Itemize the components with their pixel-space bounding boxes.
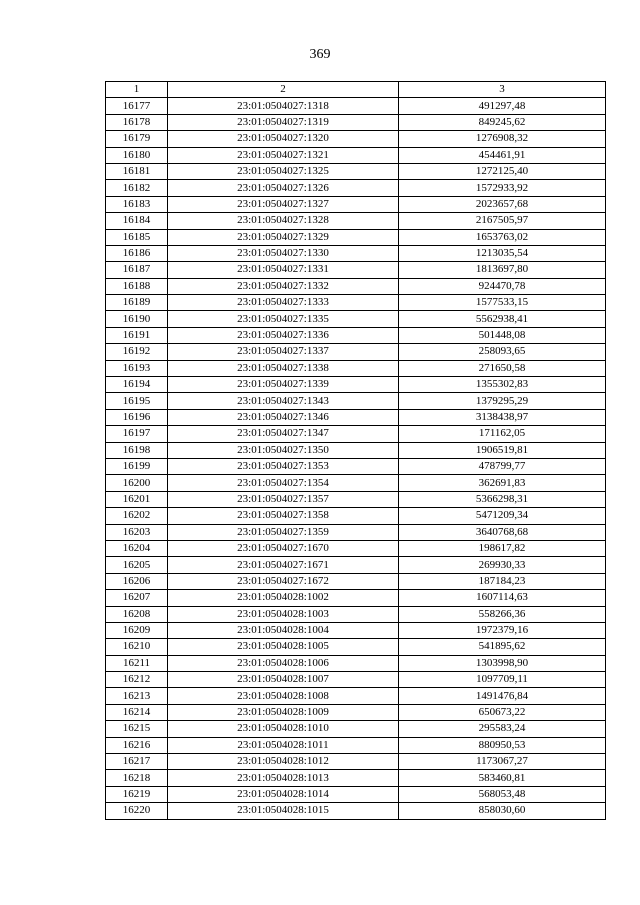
value-cell: 1813697,80 [399,262,606,278]
row-number-cell: 16198 [106,442,168,458]
cadastral-number-cell: 23:01:0504027:1328 [168,213,399,229]
cadastral-number-cell: 23:01:0504027:1318 [168,98,399,114]
table-row [106,344,606,360]
cadastral-number-cell: 23:01:0504027:1357 [168,491,399,507]
cadastral-number-cell: 23:01:0504027:1343 [168,393,399,409]
table-row [106,426,606,442]
cadastral-number-cell: 23:01:0504027:1325 [168,163,399,179]
value-cell: 187184,23 [399,573,606,589]
cadastral-number-cell: 23:01:0504027:1332 [168,278,399,294]
cadastral-number-cell: 23:01:0504027:1330 [168,245,399,261]
cadastral-number-cell: 23:01:0504027:1321 [168,147,399,163]
value-cell: 1972379,16 [399,622,606,638]
table-row [106,98,606,114]
value-cell: 1379295,29 [399,393,606,409]
cadastral-number-cell: 23:01:0504028:1014 [168,786,399,802]
table-row [106,311,606,327]
row-number-cell: 16181 [106,163,168,179]
value-cell: 1607114,63 [399,590,606,606]
row-number-cell: 16188 [106,278,168,294]
cadastral-number-cell: 23:01:0504028:1013 [168,770,399,786]
value-cell: 478799,77 [399,458,606,474]
table-row [106,458,606,474]
table-row [106,524,606,540]
cadastral-number-cell: 23:01:0504028:1002 [168,590,399,606]
cadastral-number-cell: 23:01:0504028:1007 [168,672,399,688]
table-row [106,163,606,179]
cadastral-number-cell: 23:01:0504027:1359 [168,524,399,540]
row-number-cell: 16219 [106,786,168,802]
cadastral-number-cell: 23:01:0504027:1329 [168,229,399,245]
value-cell: 3138438,97 [399,409,606,425]
value-cell: 5562938,41 [399,311,606,327]
value-cell: 1173067,27 [399,754,606,770]
value-cell: 362691,83 [399,475,606,491]
table-header-row [106,82,606,98]
value-cell: 858030,60 [399,803,606,819]
cadastral-number-cell: 23:01:0504027:1350 [168,442,399,458]
cadastral-number-cell: 23:01:0504027:1336 [168,327,399,343]
value-cell: 1653763,02 [399,229,606,245]
value-cell: 5471209,34 [399,508,606,524]
value-cell: 1303998,90 [399,655,606,671]
table-row [106,737,606,753]
cadastral-number-cell: 23:01:0504028:1005 [168,639,399,655]
row-number-cell: 16212 [106,672,168,688]
column-header-1: 1 [106,82,168,98]
table-row [106,655,606,671]
table-row [106,442,606,458]
row-number-cell: 16179 [106,131,168,147]
table-row [106,147,606,163]
value-cell: 583460,81 [399,770,606,786]
value-cell: 558266,36 [399,606,606,622]
value-cell: 491297,48 [399,98,606,114]
value-cell: 1276908,32 [399,131,606,147]
row-number-cell: 16177 [106,98,168,114]
cadastral-number-cell: 23:01:0504028:1003 [168,606,399,622]
row-number-cell: 16194 [106,377,168,393]
value-cell: 454461,91 [399,147,606,163]
cadastral-number-cell: 23:01:0504028:1011 [168,737,399,753]
row-number-cell: 16189 [106,295,168,311]
table-row [106,639,606,655]
row-number-cell: 16197 [106,426,168,442]
table-row [106,196,606,212]
value-cell: 849245,62 [399,114,606,130]
value-cell: 171162,05 [399,426,606,442]
column-header-2: 2 [168,82,399,98]
table-row [106,754,606,770]
cadastral-number-cell: 23:01:0504027:1327 [168,196,399,212]
table-row [106,262,606,278]
table-row [106,590,606,606]
table-row [106,245,606,261]
row-number-cell: 16207 [106,590,168,606]
cadastral-number-cell: 23:01:0504027:1339 [168,377,399,393]
cadastral-number-cell: 23:01:0504028:1004 [168,622,399,638]
row-number-cell: 16191 [106,327,168,343]
row-number-cell: 16187 [106,262,168,278]
row-number-cell: 16190 [106,311,168,327]
table-row [106,229,606,245]
row-number-cell: 16214 [106,704,168,720]
table-row [106,114,606,130]
value-cell: 1272125,40 [399,163,606,179]
row-number-cell: 16215 [106,721,168,737]
cadastral-number-cell: 23:01:0504028:1006 [168,655,399,671]
cadastral-number-cell: 23:01:0504028:1008 [168,688,399,704]
value-cell: 501448,08 [399,327,606,343]
data-table [105,81,606,820]
table-row [106,672,606,688]
table-row [106,295,606,311]
value-cell: 1577533,15 [399,295,606,311]
table-row [106,786,606,802]
table-row [106,770,606,786]
value-cell: 541895,62 [399,639,606,655]
table-row [106,278,606,294]
cadastral-number-cell: 23:01:0504027:1347 [168,426,399,442]
cadastral-number-cell: 23:01:0504028:1010 [168,721,399,737]
table-row [106,622,606,638]
row-number-cell: 16213 [106,688,168,704]
table-row [106,409,606,425]
table-row [106,557,606,573]
column-header-3: 3 [399,82,606,98]
row-number-cell: 16184 [106,213,168,229]
table-row [106,475,606,491]
cadastral-number-cell: 23:01:0504027:1338 [168,360,399,376]
row-number-cell: 16199 [106,458,168,474]
cadastral-number-cell: 23:01:0504027:1335 [168,311,399,327]
row-number-cell: 16201 [106,491,168,507]
table-row [106,573,606,589]
cadastral-number-cell: 23:01:0504028:1009 [168,704,399,720]
table-row [106,540,606,556]
table-row [106,131,606,147]
value-cell: 1097709,11 [399,672,606,688]
row-number-cell: 16193 [106,360,168,376]
row-number-cell: 16192 [106,344,168,360]
row-number-cell: 16218 [106,770,168,786]
value-cell: 924470,78 [399,278,606,294]
table-row [106,704,606,720]
value-cell: 1213035,54 [399,245,606,261]
row-number-cell: 16208 [106,606,168,622]
cadastral-number-cell: 23:01:0504027:1354 [168,475,399,491]
cadastral-number-cell: 23:01:0504027:1320 [168,131,399,147]
row-number-cell: 16210 [106,639,168,655]
table-row [106,508,606,524]
value-cell: 3640768,68 [399,524,606,540]
value-cell: 1906519,81 [399,442,606,458]
cadastral-number-cell: 23:01:0504027:1337 [168,344,399,360]
cadastral-number-cell: 23:01:0504027:1358 [168,508,399,524]
table-row [106,213,606,229]
row-number-cell: 16202 [106,508,168,524]
value-cell: 5366298,31 [399,491,606,507]
cadastral-number-cell: 23:01:0504027:1671 [168,557,399,573]
table-row [106,180,606,196]
row-number-cell: 16209 [106,622,168,638]
page-number: 369 [309,47,331,62]
row-number-cell: 16180 [106,147,168,163]
value-cell: 271650,58 [399,360,606,376]
row-number-cell: 16185 [106,229,168,245]
row-number-cell: 16216 [106,737,168,753]
row-number-cell: 16204 [106,540,168,556]
row-number-cell: 16178 [106,114,168,130]
row-number-cell: 16182 [106,180,168,196]
value-cell: 2023657,68 [399,196,606,212]
cadastral-number-cell: 23:01:0504027:1346 [168,409,399,425]
table-row [106,327,606,343]
value-cell: 258093,65 [399,344,606,360]
table-row [106,377,606,393]
value-cell: 1355302,83 [399,377,606,393]
value-cell: 198617,82 [399,540,606,556]
value-cell: 2167505,97 [399,213,606,229]
row-number-cell: 16183 [106,196,168,212]
table-row [106,803,606,819]
cadastral-number-cell: 23:01:0504027:1326 [168,180,399,196]
row-number-cell: 16186 [106,245,168,261]
value-cell: 568053,48 [399,786,606,802]
value-cell: 1572933,92 [399,180,606,196]
table-row [106,491,606,507]
value-cell: 650673,22 [399,704,606,720]
row-number-cell: 16205 [106,557,168,573]
row-number-cell: 16206 [106,573,168,589]
cadastral-number-cell: 23:01:0504027:1319 [168,114,399,130]
row-number-cell: 16195 [106,393,168,409]
table-row [106,721,606,737]
cadastral-number-cell: 23:01:0504027:1331 [168,262,399,278]
value-cell: 269930,33 [399,557,606,573]
cadastral-number-cell: 23:01:0504027:1353 [168,458,399,474]
row-number-cell: 16211 [106,655,168,671]
cadastral-number-cell: 23:01:0504027:1672 [168,573,399,589]
table-row [106,360,606,376]
value-cell: 295583,24 [399,721,606,737]
cadastral-number-cell: 23:01:0504027:1670 [168,540,399,556]
cadastral-number-cell: 23:01:0504028:1015 [168,803,399,819]
row-number-cell: 16220 [106,803,168,819]
value-cell: 1491476,84 [399,688,606,704]
cadastral-number-cell: 23:01:0504028:1012 [168,754,399,770]
row-number-cell: 16217 [106,754,168,770]
row-number-cell: 16203 [106,524,168,540]
row-number-cell: 16196 [106,409,168,425]
table-row [106,688,606,704]
cadastral-number-cell: 23:01:0504027:1333 [168,295,399,311]
table-row [106,606,606,622]
table-body [106,98,606,819]
row-number-cell: 16200 [106,475,168,491]
value-cell: 880950,53 [399,737,606,753]
table-row [106,393,606,409]
